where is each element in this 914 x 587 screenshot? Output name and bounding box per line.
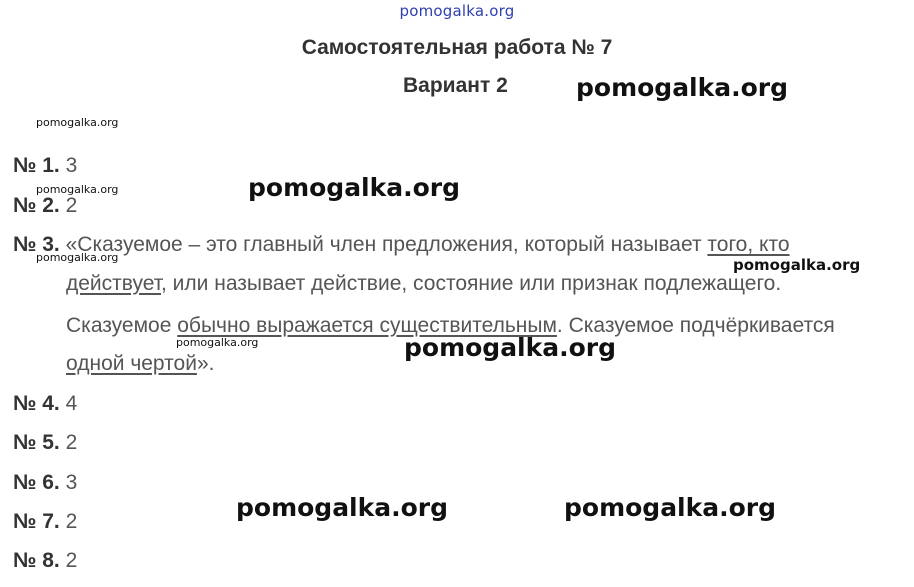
answer-row [13, 510, 77, 534]
answer-row-3-line-4 [66, 352, 214, 376]
watermark-large: pomogalka.org [404, 333, 617, 362]
answer-number: № 7. [13, 510, 60, 533]
watermark-top: pomogalka.org [399, 2, 515, 20]
watermark-large: pomogalka.org [236, 493, 449, 522]
watermark-large: pomogalka.org [576, 73, 789, 102]
answer-row-3-line-1 [13, 233, 790, 257]
page-title: Самостоятельная работа № 7 [301, 36, 613, 59]
answer-value: 3 [65, 154, 78, 177]
watermark-small: pomogalka.org [176, 336, 259, 349]
watermark-large: pomogalka.org [248, 173, 461, 202]
answer-row [13, 194, 77, 218]
answer-number: № 3. [13, 233, 60, 256]
answer-value: 2 [65, 431, 78, 454]
quote-text: . Сказуемое подчёркивается [556, 314, 835, 337]
watermark-small: pomogalka.org [36, 251, 119, 264]
answer-number: № 5. [13, 431, 60, 454]
answer-row-3-line-2 [66, 272, 781, 296]
quote-text: Сказуемое [66, 314, 178, 337]
answer-number: № 8. [13, 549, 60, 572]
underlined-text: того, кто [707, 233, 790, 256]
quote-text: , или называет действие, состояние или признак подлежащего. [161, 272, 782, 295]
answer-row [13, 392, 77, 416]
answer-value: 2 [65, 194, 78, 217]
answer-row-3-line-3 [66, 314, 835, 338]
quote-text: «Сказуемое – это главный член предложения, который называет [65, 233, 708, 256]
watermark-large: pomogalka.org [564, 493, 777, 522]
underlined-text: обычно выражается существительным [177, 314, 557, 337]
answer-row [13, 154, 77, 178]
answer-number: № 6. [13, 471, 60, 494]
answer-row [13, 431, 77, 455]
answer-value: 3 [65, 471, 78, 494]
answer-row [13, 549, 77, 573]
underlined-text: одной чертой [66, 352, 197, 375]
answer-value: 4 [65, 392, 78, 415]
watermark-medium: pomogalka.org [733, 256, 861, 274]
answer-number: № 1. [13, 154, 60, 177]
answer-number: № 4. [13, 392, 60, 415]
answer-number: № 2. [13, 194, 60, 217]
watermark-small: pomogalka.org [36, 183, 119, 196]
quote-text: ». [196, 352, 215, 375]
variant-heading: Вариант 2 [403, 74, 508, 97]
underlined-text: действует [66, 272, 162, 295]
watermark-small: pomogalka.org [36, 116, 119, 129]
answer-value: 2 [65, 510, 78, 533]
answer-row [13, 471, 77, 495]
answer-value: 2 [65, 549, 78, 572]
